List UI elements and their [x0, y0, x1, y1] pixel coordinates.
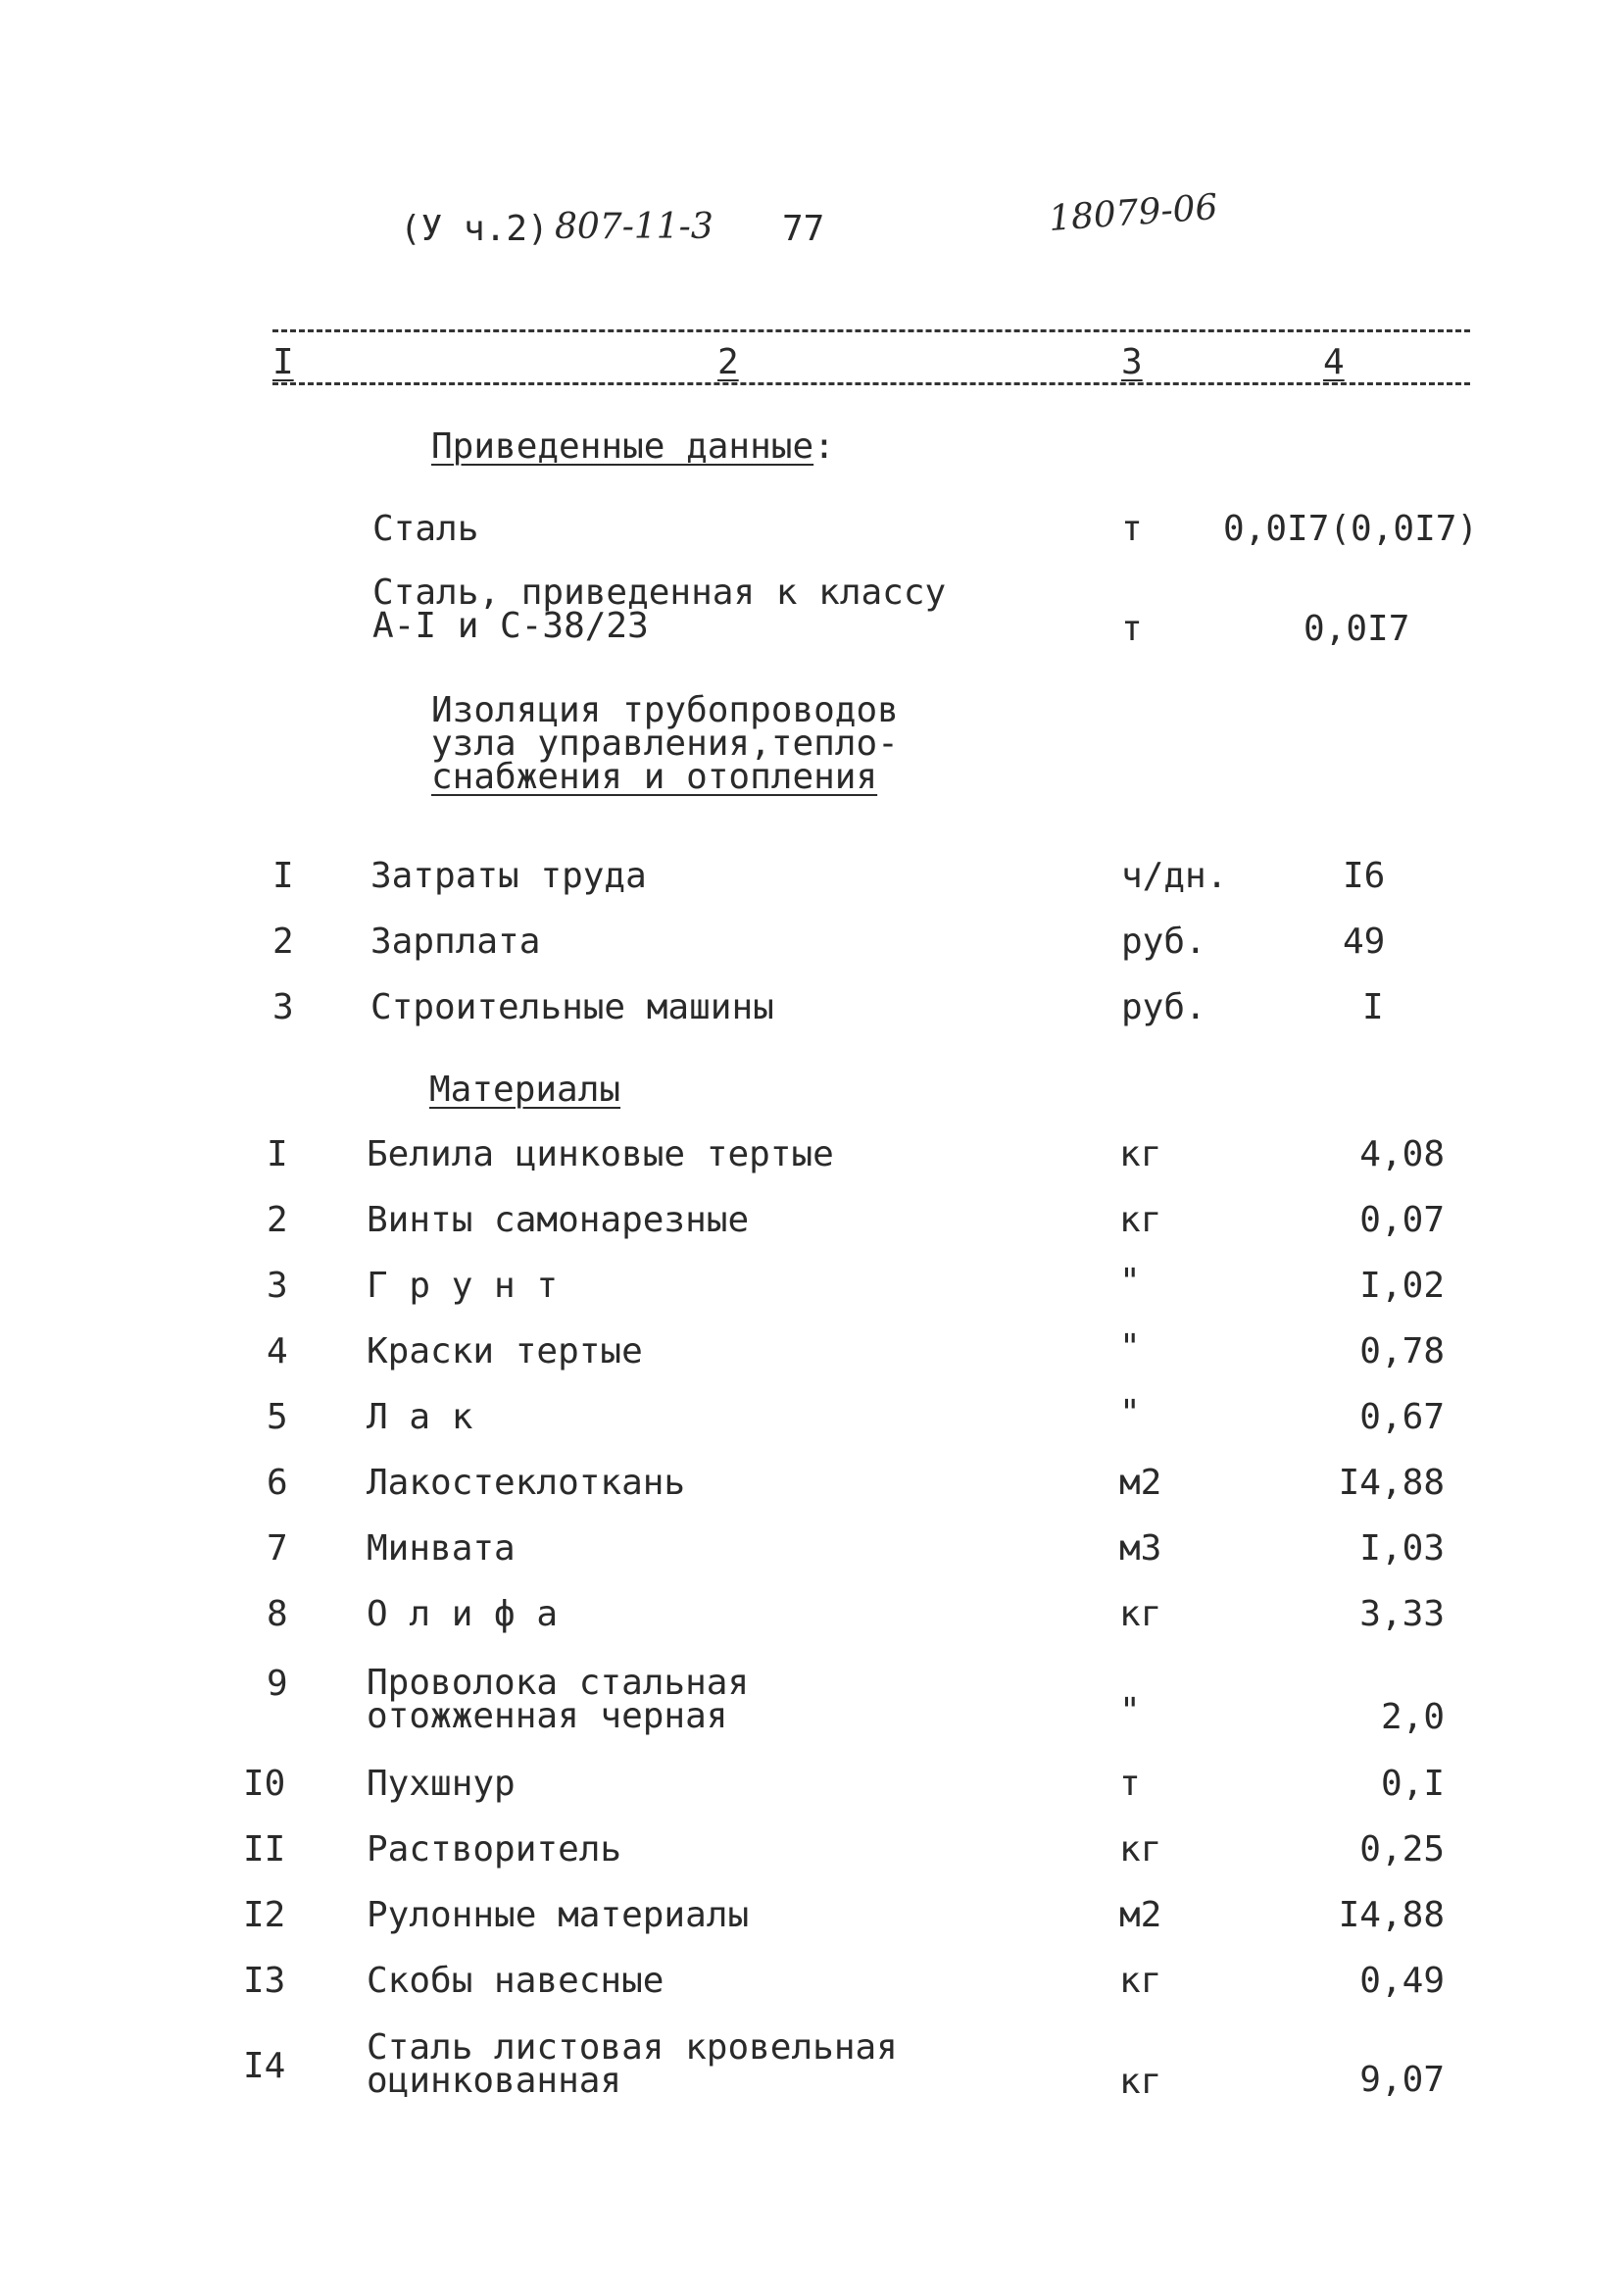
material-num: I3 — [243, 1961, 286, 2001]
material-num: 9 — [267, 1664, 288, 1704]
material-value: 0,67 — [1359, 1397, 1445, 1437]
reduced-value-1: 0,0I7(0,0I7) — [1223, 509, 1479, 549]
archive-stamp: 18079-06 — [1047, 187, 1219, 239]
material-name: Г р у н т — [367, 1266, 559, 1306]
cost-unit: руб. — [1121, 922, 1206, 962]
material-unit: м3 — [1119, 1528, 1162, 1569]
material-value: 0,25 — [1359, 1829, 1445, 1870]
header-rule-top — [272, 329, 1470, 332]
material-name: О л и ф а — [367, 1594, 559, 1634]
cost-name: Зарплата — [370, 922, 541, 962]
section-title-line-2: узла управления,тепло- — [431, 723, 899, 764]
material-num: I — [267, 1134, 288, 1174]
header-rule-bottom — [272, 382, 1470, 385]
reduced-name-2: Сталь, приведенная к классу — [372, 573, 947, 613]
material-unit: кг — [1119, 2062, 1162, 2102]
material-value: 0,78 — [1359, 1331, 1445, 1371]
document-code: 807-11-3 — [555, 207, 714, 247]
cost-value: 49 — [1343, 922, 1386, 962]
material-unit: кг — [1119, 1200, 1162, 1240]
material-unit: " — [1119, 1327, 1141, 1368]
cost-num: I — [272, 856, 294, 896]
material-name: Л а к — [367, 1397, 473, 1437]
material-value: 0,I — [1380, 1764, 1445, 1804]
material-name: Белила цинковые тертые — [367, 1134, 834, 1174]
material-value: 0,07 — [1359, 1200, 1445, 1240]
material-value: I4,88 — [1338, 1895, 1445, 1935]
material-unit: кг — [1119, 1829, 1162, 1870]
material-unit: кг — [1119, 1961, 1162, 2001]
material-num: I0 — [243, 1764, 286, 1804]
material-num: 8 — [267, 1594, 288, 1634]
material-value: 2,0 — [1380, 1697, 1445, 1737]
material-unit: м2 — [1119, 1895, 1162, 1935]
column-header-1: I — [272, 342, 294, 382]
material-value: 3,33 — [1359, 1594, 1445, 1634]
material-unit: " — [1119, 1393, 1141, 1433]
material-num: 3 — [267, 1266, 288, 1306]
material-name: Растворитель — [367, 1829, 622, 1870]
column-header-3: 3 — [1121, 342, 1143, 382]
material-unit: м2 — [1119, 1463, 1162, 1503]
reduced-value-2: 0,0I7 — [1304, 609, 1410, 649]
material-unit: кг — [1119, 1594, 1162, 1634]
cost-value: I6 — [1343, 856, 1386, 896]
material-unit: т — [1119, 1764, 1141, 1804]
cost-value: I — [1362, 987, 1384, 1027]
material-value: 4,08 — [1359, 1134, 1445, 1174]
material-name-line2: оцинкованная — [367, 2061, 622, 2101]
reduced-unit-2: т — [1121, 609, 1143, 649]
cost-name: Строительные машины — [370, 987, 774, 1027]
material-value: I4,88 — [1338, 1463, 1445, 1503]
material-name: Краски тертые — [367, 1331, 643, 1371]
cost-unit: ч/дн. — [1121, 856, 1228, 896]
material-name: Проволока стальная — [367, 1663, 750, 1703]
reduced-unit-1: т — [1121, 509, 1143, 549]
cost-num: 3 — [272, 987, 294, 1027]
column-header-2: 2 — [717, 342, 739, 382]
material-name: Сталь листовая кровельная — [367, 2027, 898, 2068]
material-name: Винты самонарезные — [367, 1200, 750, 1240]
material-num: II — [243, 1829, 286, 1870]
material-unit: " — [1119, 1262, 1141, 1302]
material-num: 2 — [267, 1200, 288, 1240]
material-name: Пухшнур — [367, 1764, 516, 1804]
reduced-name-2-line2: А-I и С-38/23 — [372, 606, 649, 646]
material-value: I,03 — [1359, 1528, 1445, 1569]
cost-name: Затраты труда — [370, 856, 647, 896]
material-num: 4 — [267, 1331, 288, 1371]
section-title-line-3: снабжения и отопления — [431, 757, 878, 797]
material-unit: кг — [1119, 1134, 1162, 1174]
material-unit: " — [1119, 1691, 1141, 1731]
cost-unit: руб. — [1121, 987, 1206, 1027]
material-num: 6 — [267, 1463, 288, 1503]
section-title-line-1: Изоляция трубопроводов — [431, 690, 899, 730]
materials-heading: Материалы — [429, 1070, 621, 1110]
cost-num: 2 — [272, 922, 294, 962]
material-name-line2: отожженная черная — [367, 1696, 728, 1736]
material-name: Минвата — [367, 1528, 516, 1569]
reduced-data-heading — [431, 426, 835, 467]
document-prefix: (У ч.2) — [400, 209, 549, 249]
material-name: Рулонные материалы — [367, 1895, 750, 1935]
material-value: I,02 — [1359, 1266, 1445, 1306]
material-num: I4 — [243, 2046, 286, 2086]
material-value: 0,49 — [1359, 1961, 1445, 2001]
material-num: I2 — [243, 1895, 286, 1935]
material-num: 5 — [267, 1397, 288, 1437]
reduced-data-heading-colon: : — [813, 426, 835, 467]
column-header-4: 4 — [1323, 342, 1345, 382]
material-name: Скобы навесные — [367, 1961, 664, 2001]
material-value: 9,07 — [1359, 2060, 1445, 2100]
material-num: 7 — [267, 1528, 288, 1569]
material-name: Лакостеклоткань — [367, 1463, 686, 1503]
reduced-data-heading-text: Приведенные данные — [431, 426, 814, 467]
page-number: 77 — [782, 209, 825, 249]
reduced-name-1: Сталь — [372, 509, 479, 549]
